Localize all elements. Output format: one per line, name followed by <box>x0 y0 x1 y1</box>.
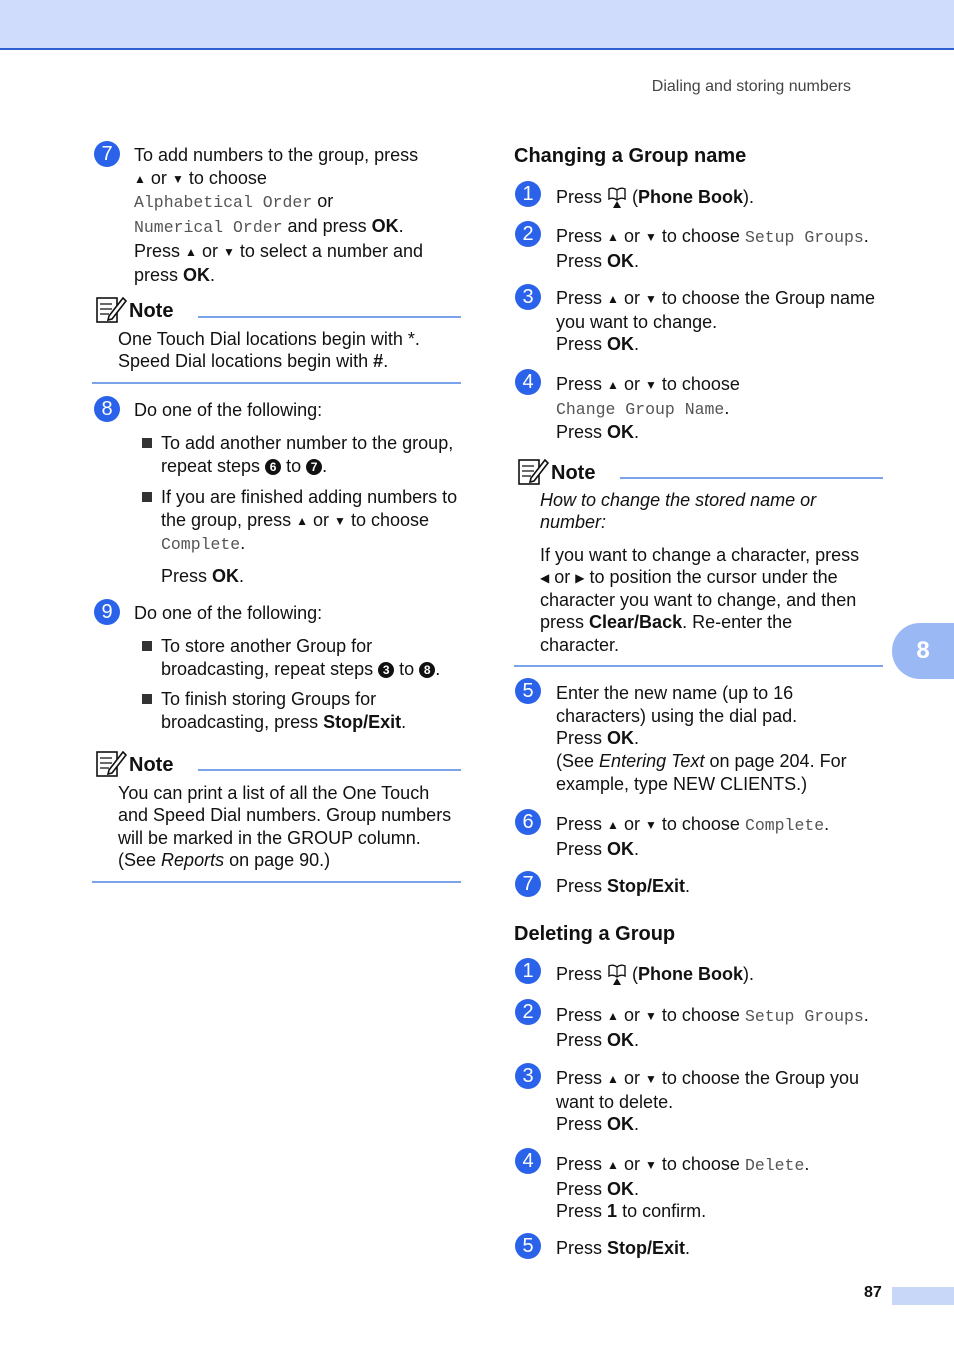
step-8-bullet-1: To add another number to the group, repeat steps 6 to 7 . <box>161 432 471 477</box>
delete-step-1-text: Press (Phone Book). <box>556 964 755 984</box>
note-pencil-icon <box>517 456 549 486</box>
note-rule <box>620 477 883 479</box>
section-title-changing: Changing a Group name <box>514 145 747 167</box>
note-1-body: One Touch Dial locations begin with *. Speed Dial locations begin with #. <box>118 329 420 372</box>
down-arrow-icon: ▼ <box>644 292 657 306</box>
up-arrow-icon: ▲ <box>185 244 197 259</box>
delete-step-number-5: 5 <box>515 1233 541 1259</box>
page-number: 87 <box>864 1284 882 1301</box>
change-step-6-text: Press ▲ or ▼ to choose Complete. Press OK. <box>556 814 830 859</box>
up-arrow-icon: ▲ <box>607 1072 619 1086</box>
note-title: Note <box>551 462 596 484</box>
running-title: Dialing and storing numbers <box>651 78 851 95</box>
step-number-8: 8 <box>94 396 120 422</box>
down-arrow-icon: ▼ <box>644 1072 657 1086</box>
change-step-5-text: Enter the new name (up to 16 characters) using the dial pad. Press OK. (See Entering Text on page 204. For example, type NEW CLIENTS.) <box>556 683 847 794</box>
phone-book-icon <box>607 187 627 209</box>
delete-step-number-2: 2 <box>515 999 541 1025</box>
change-step-number-6: 6 <box>515 809 541 835</box>
left-arrow-icon: ◀ <box>540 570 550 585</box>
down-arrow-icon: ▼ <box>644 1009 657 1023</box>
step-7-text: To add numbers to the group, press ▲ or ▼ to choose Alphabetical Order or Numerical Order and press OK. Press ▲ or ▼ to select a number and press OK. <box>134 145 423 285</box>
section-title-deleting: Deleting a Group <box>514 923 676 945</box>
up-arrow-icon: ▲ <box>134 171 146 186</box>
note-end-rule <box>92 881 461 883</box>
up-arrow-icon: ▲ <box>607 292 619 306</box>
note-title: Note <box>129 300 174 322</box>
delete-step-number-1: 1 <box>515 958 541 984</box>
note-rule <box>198 316 461 318</box>
change-step-4-text: Press ▲ or ▼ to choose Change Group Name. Press OK. <box>556 374 740 443</box>
delete-step-4-text: Press ▲ or ▼ to choose Delete. Press OK. Press 1 to confirm. <box>556 1154 810 1222</box>
delete-step-2-text: Press ▲ or ▼ to choose Setup Groups. Press OK. <box>556 1005 869 1050</box>
note-pencil-icon <box>95 748 127 778</box>
delete-step-number-3: 3 <box>515 1063 541 1089</box>
note-pencil-icon <box>95 294 127 324</box>
down-arrow-icon: ▼ <box>222 244 235 259</box>
chapter-tab: 8 <box>892 623 954 679</box>
change-step-1-text: Press (Phone Book). <box>556 187 755 207</box>
up-arrow-icon: ▲ <box>607 230 619 244</box>
step-number-9: 9 <box>94 599 120 625</box>
down-arrow-icon: ▼ <box>171 171 184 186</box>
delete-step-number-4: 4 <box>515 1148 541 1174</box>
up-arrow-icon: ▲ <box>607 378 619 392</box>
note-rule <box>198 769 461 771</box>
step-number-7: 7 <box>94 141 120 167</box>
up-arrow-icon: ▲ <box>607 1009 619 1023</box>
change-step-number-5: 5 <box>515 678 541 704</box>
delete-step-5-text: Press Stop/Exit. <box>556 1238 691 1258</box>
note-2-body: You can print a list of all the One Touch and Speed Dial numbers. Group numbers will be marked in the GROUP column. (See Reports on page 90.) <box>118 783 452 870</box>
note-end-rule <box>514 665 883 667</box>
delete-step-3-text: Press ▲ or ▼ to choose the Group you want to delete. Press OK. <box>556 1068 860 1135</box>
up-arrow-icon: ▲ <box>607 818 619 832</box>
header-band <box>0 0 954 50</box>
down-arrow-icon: ▼ <box>644 818 657 832</box>
up-arrow-icon: ▲ <box>296 513 308 528</box>
change-step-3-text: Press ▲ or ▼ to choose the Group name you want to change. Press OK. <box>556 288 876 355</box>
change-step-2-text: Press ▲ or ▼ to choose Setup Groups. Press OK. <box>556 226 869 271</box>
down-arrow-icon: ▼ <box>644 230 657 244</box>
step-9-text: Do one of the following: <box>134 603 323 623</box>
change-step-number-4: 4 <box>515 369 541 395</box>
note-end-rule <box>92 382 461 384</box>
step-8-bullet-2: If you are finished adding numbers to the group, press ▲ or ▼ to choose Complete. Press OK. <box>161 486 471 588</box>
change-step-number-3: 3 <box>515 284 541 310</box>
step-9-bullet-2: To finish storing Groups for broadcasting, press Stop/Exit. <box>161 688 471 733</box>
down-arrow-icon: ▼ <box>644 378 657 392</box>
footer-bar <box>892 1287 954 1305</box>
phone-book-icon <box>607 964 627 986</box>
change-step-number-2: 2 <box>515 221 541 247</box>
step-8-text: Do one of the following: <box>134 400 323 420</box>
note-title: Note <box>129 754 174 776</box>
change-step-7-text: Press Stop/Exit. <box>556 876 691 896</box>
right-arrow-icon: ▶ <box>575 570 585 585</box>
step-9-bullet-1: To store another Group for broadcasting, repeat steps 3 to 8 . <box>161 635 471 680</box>
down-arrow-icon: ▼ <box>644 1158 657 1172</box>
change-step-number-7: 7 <box>515 871 541 897</box>
up-arrow-icon: ▲ <box>607 1158 619 1172</box>
down-arrow-icon: ▼ <box>334 513 346 528</box>
change-step-number-1: 1 <box>515 181 541 207</box>
change-note-body: How to change the stored name or number: If you want to change a character, press ◀ or ▶ to position the cursor under the character you want to change, and then press Clear/Back. Re-enter the character. <box>540 490 860 655</box>
